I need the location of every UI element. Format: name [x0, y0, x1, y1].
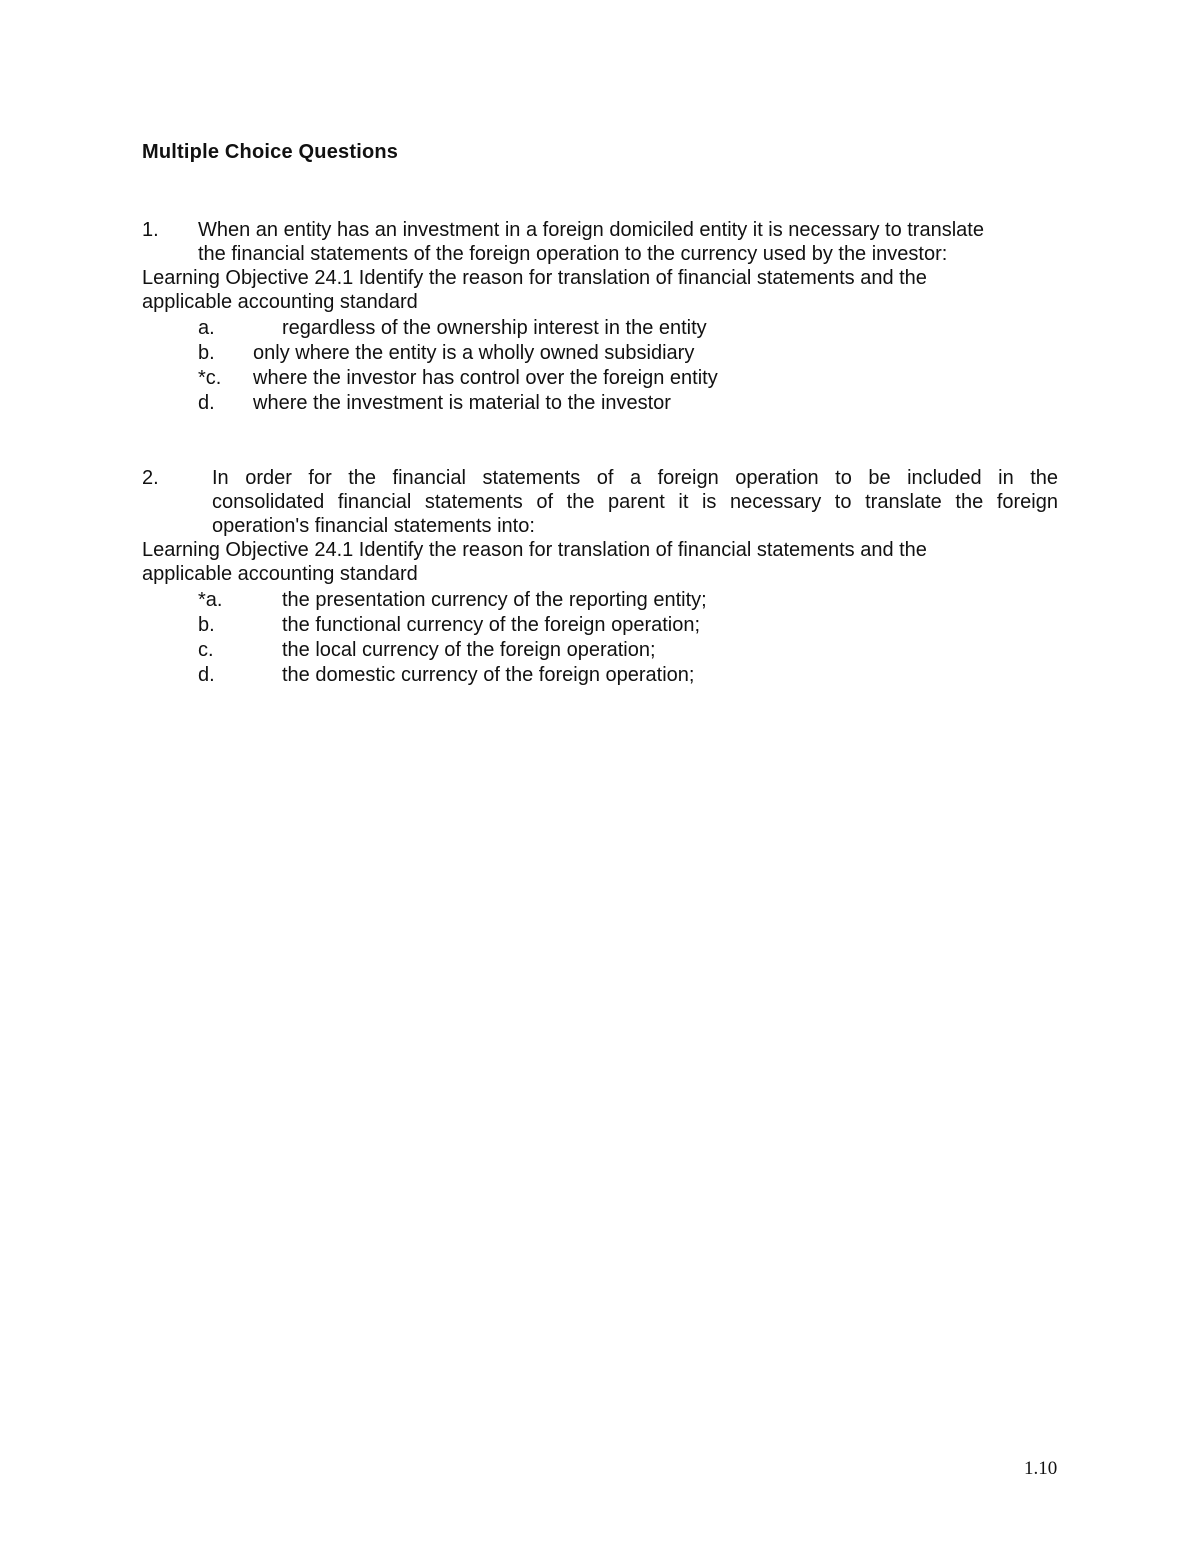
learning-objective-line: Learning Objective 24.1 Identify the reason for translation of financial statements and the [142, 267, 927, 289]
option-letter: b. [198, 614, 215, 636]
question-stem-line: In order for the financial statements of a foreign operation to be included in the [212, 467, 1058, 489]
option-letter: c. [198, 639, 214, 661]
option-text: the local currency of the foreign operation; [282, 639, 656, 661]
option-text: where the investor has control over the foreign entity [253, 367, 718, 389]
option-letter: *a. [198, 589, 223, 611]
question-stem-line: operation's financial statements into: [212, 515, 535, 537]
option-letter: d. [198, 664, 215, 686]
option-letter: b. [198, 342, 215, 364]
option-letter: a. [198, 317, 215, 339]
option-text: the presentation currency of the reporting entity; [282, 589, 707, 611]
page-number: 1.10 [1024, 1458, 1058, 1479]
option-text: the domestic currency of the foreign operation; [282, 664, 695, 686]
option-text: where the investment is material to the investor [253, 392, 671, 414]
question-stem-line: the financial statements of the foreign operation to the currency used by the investor: [198, 243, 948, 265]
option-text: regardless of the ownership interest in the entity [282, 317, 707, 339]
question-number: 1. [142, 219, 159, 241]
option-letter: *c. [198, 367, 222, 389]
question-stem-line: When an entity has an investment in a foreign domiciled entity it is necessary to translate [198, 219, 984, 241]
section-heading: Multiple Choice Questions [142, 141, 399, 163]
option-text: only where the entity is a wholly owned subsidiary [253, 342, 695, 364]
option-letter: d. [198, 392, 215, 414]
learning-objective-line: Learning Objective 24.1 Identify the reason for translation of financial statements and the [142, 539, 927, 561]
learning-objective-line: applicable accounting standard [142, 291, 418, 313]
learning-objective-line: applicable accounting standard [142, 563, 418, 585]
question-number: 2. [142, 467, 159, 489]
question-stem-line: consolidated financial statements of the parent it is necessary to translate the foreign [212, 491, 1058, 513]
option-text: the functional currency of the foreign operation; [282, 614, 701, 636]
